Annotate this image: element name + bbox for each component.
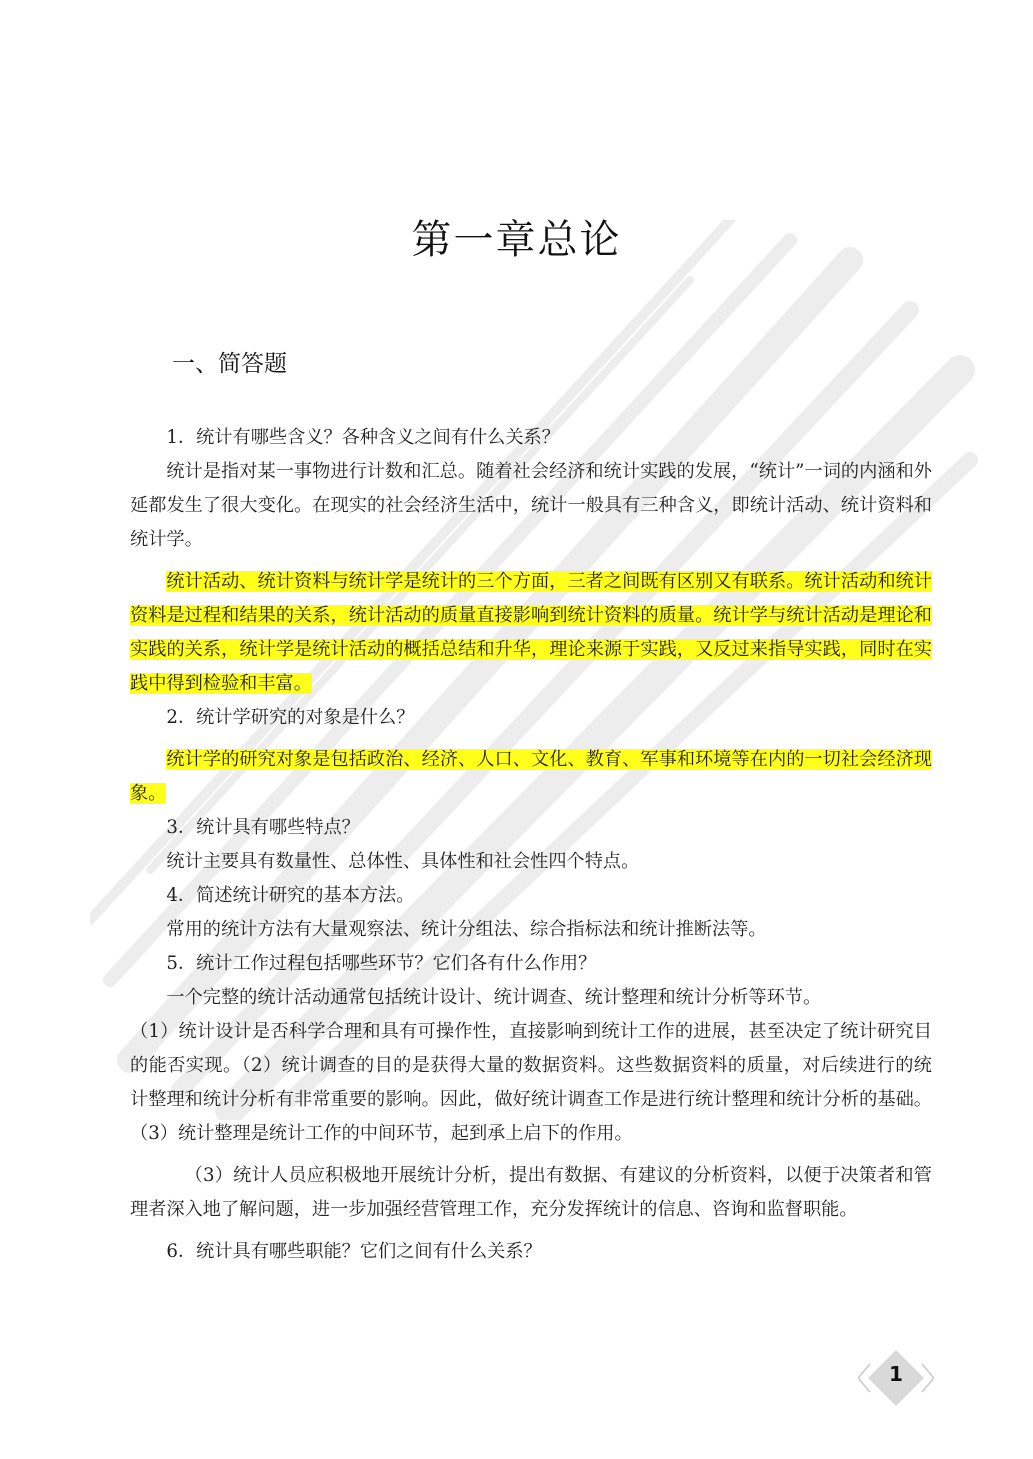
answer-3: 统计主要具有数量性、总体性、具体性和社会性四个特点。 (166, 851, 640, 872)
answer-1-text: 统计是指对某一事物进行计数和汇总。随着社会经济和统计实践的发展，“统计”一词的内涵和外延都发生了很大变化。在现实的社会经济生活中，统计一般具有三种含义，即统计活动、统计资料和统计学。 (130, 461, 932, 550)
answer-4: 常用的统计方法有大量观察法、统计分组法、综合指标法和统计推断法等。 (166, 919, 767, 940)
body-text (130, 421, 932, 1269)
answer-2-highlight: 统计学的研究对象是包括政治、经济、人口、文化、教育、军事和环境等在内的一切社会经济现象。 (130, 749, 932, 804)
answer-5-detail: （1）统计设计是否科学合理和具有可操作性，直接影响到统计工作的进展，甚至决定了统计研究目的能否实现。（2）统计调查的目的是获得大量的数据资料。这些数据资料的质量，对后续进行的统计整理和统计分析有非常重要的影响。因此，做好统计调查工作是进行统计整理和统计分析的基础。（3）统计整理是统计工作的中间环节，起到承上启下的作用。 (130, 1021, 932, 1144)
page-number: 1 (889, 1362, 903, 1386)
question-3: 3．统计具有哪些特点？ (166, 817, 360, 838)
question-2: 2．统计学研究的对象是什么？ (166, 707, 415, 728)
question-5: 5．统计工作过程包括哪些环节？它们各有什么作用？ (166, 953, 597, 974)
chapter-title: 第一章总论 (411, 217, 622, 263)
question-6: 6．统计具有哪些职能？它们之间有什么关系？ (166, 1241, 542, 1262)
answer-1-highlight: 统计活动、统计资料与统计学是统计的三个方面，三者之间既有区别又有联系。统计活动和统计资料是过程和结果的关系，统计活动的质量直接影响到统计资料的质量。统计学与统计活动是理论和实践的关系，统计学是统计活动的概括总结和升华，理论来源于实践，又反过来指导实践，同时在实践中得到检验和丰富。 (130, 571, 932, 694)
question-4: 4．简述统计研究的基本方法。 (166, 885, 415, 906)
answer-5-intro: 一个完整的统计活动通常包括统计设计、统计调查、统计整理和统计分析等环节。 (166, 987, 822, 1008)
answer-5-analysis: （3）统计人员应积极地开展统计分析，提出有数据、有建议的分析资料，以便于决策者和管理者深入地了解问题，进一步加强经营管理工作，充分发挥统计的信息、咨询和监督职能。 (130, 1165, 932, 1220)
section-heading: 一、简答题 (172, 351, 287, 377)
question-1: 1．统计有哪些含义？各种含义之间有什么关系？ (166, 427, 560, 448)
